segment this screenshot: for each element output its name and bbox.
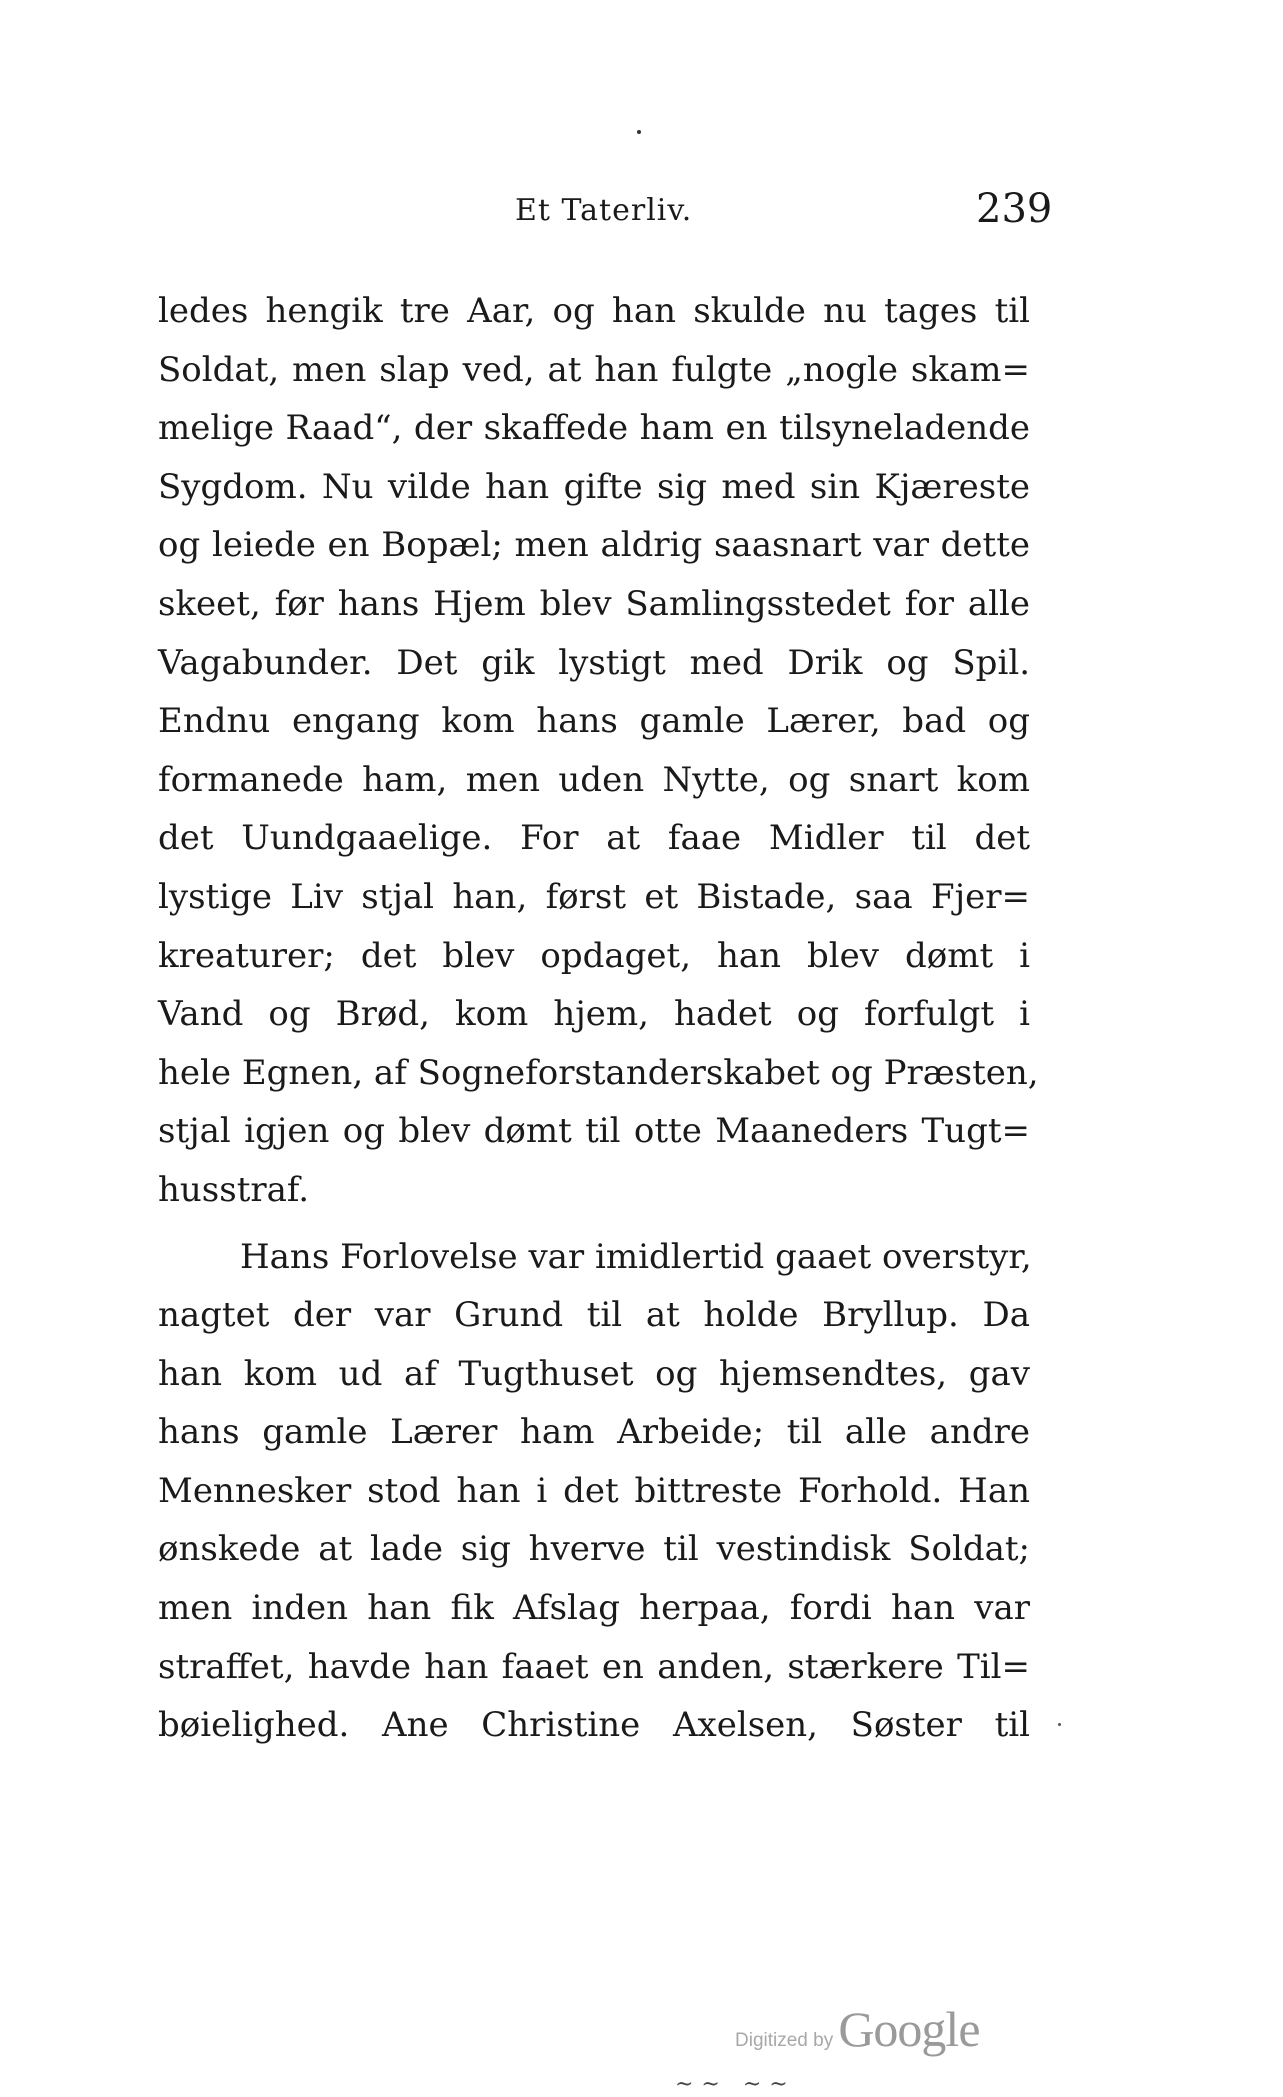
text-line: formanede ham, men uden Nytte, og snart kom xyxy=(158,759,1030,800)
text-line: skeet, før hans Hjem blev Samlingsstedet for alle xyxy=(158,583,1030,624)
text-line: Hans Forlovelse var imidlertid gaaet overstyr, xyxy=(240,1236,1032,1277)
paragraph-gap xyxy=(158,1220,1030,1228)
text-line: Sygdom. Nu vilde han gifte sig med sin Kjæreste xyxy=(158,466,1030,507)
body-text xyxy=(158,282,1039,1755)
text-line: nagtet der var Grund til at holde Bryllup. Da xyxy=(158,1295,1030,1336)
running-title: Et Taterliv. xyxy=(515,193,693,228)
text-line: stjal igjen og blev dømt til otte Maaneders Tugt= xyxy=(158,1111,1030,1152)
ink-speck xyxy=(1058,1723,1061,1726)
paragraph xyxy=(158,1228,1030,1755)
text-line: lystige Liv stjal han, først et Bistade, saa Fjer= xyxy=(158,876,1030,917)
text-line: ønskede at lade sig hverve til vestindisk Soldat; xyxy=(158,1529,1030,1570)
text-line: det Uundgaaelige. For at faae Midler til det xyxy=(158,818,1030,859)
text-line: og leiede en Bopæl; men aldrig saasnart var dette xyxy=(158,525,1030,566)
watermark-brand: Google xyxy=(838,2001,980,2057)
text-line: ledes hengik tre Aar, og han skulde nu tages til xyxy=(158,291,1030,331)
ink-speck xyxy=(637,130,641,134)
cut-off-signature-mark: ~~ ~~ xyxy=(675,2072,796,2097)
text-line: men inden han fik Afslag herpaa, fordi han var xyxy=(158,1588,1030,1629)
text-line: Vagabunder. Det gik lystigt med Drik og Spil. xyxy=(158,642,1030,683)
text-line: hans gamle Lærer ham Arbeide; til alle andre xyxy=(158,1412,1030,1453)
text-line: Endnu engang kom hans gamle Lærer, bad og xyxy=(158,701,1030,742)
text-line: husstraf. xyxy=(158,1169,310,1210)
text-line: han kom ud af Tugthuset og hjemsendtes, gav xyxy=(158,1353,1030,1394)
text-line: kreaturer; det blev opdaget, han blev dømt i xyxy=(158,935,1030,976)
text-line: hele Egnen, af Sogneforstanderskabet og Præsten, xyxy=(158,1052,1039,1093)
text-line: Soldat, men slap ved, at han fulgte „nogle skam= xyxy=(158,349,1030,390)
page-number: 239 xyxy=(976,186,1053,232)
text-line: bøielighed. Ane Christine Axelsen, Søster til xyxy=(158,1705,1030,1746)
digitization-watermark xyxy=(735,2000,980,2058)
text-line: Vand og Brød, kom hjem, hadet og forfulgt i xyxy=(158,994,1030,1035)
text-line: straffet, havde han faaet en anden, stærkere Til= xyxy=(158,1646,1030,1687)
text-line: melige Raad“, der skaffede ham en tilsyneladende xyxy=(158,408,1030,449)
watermark-prefix: Digitized by xyxy=(735,2030,834,2051)
paragraph xyxy=(158,282,1039,1220)
text-line: Mennesker stod han i det bittreste Forhold. Han xyxy=(158,1470,1030,1511)
